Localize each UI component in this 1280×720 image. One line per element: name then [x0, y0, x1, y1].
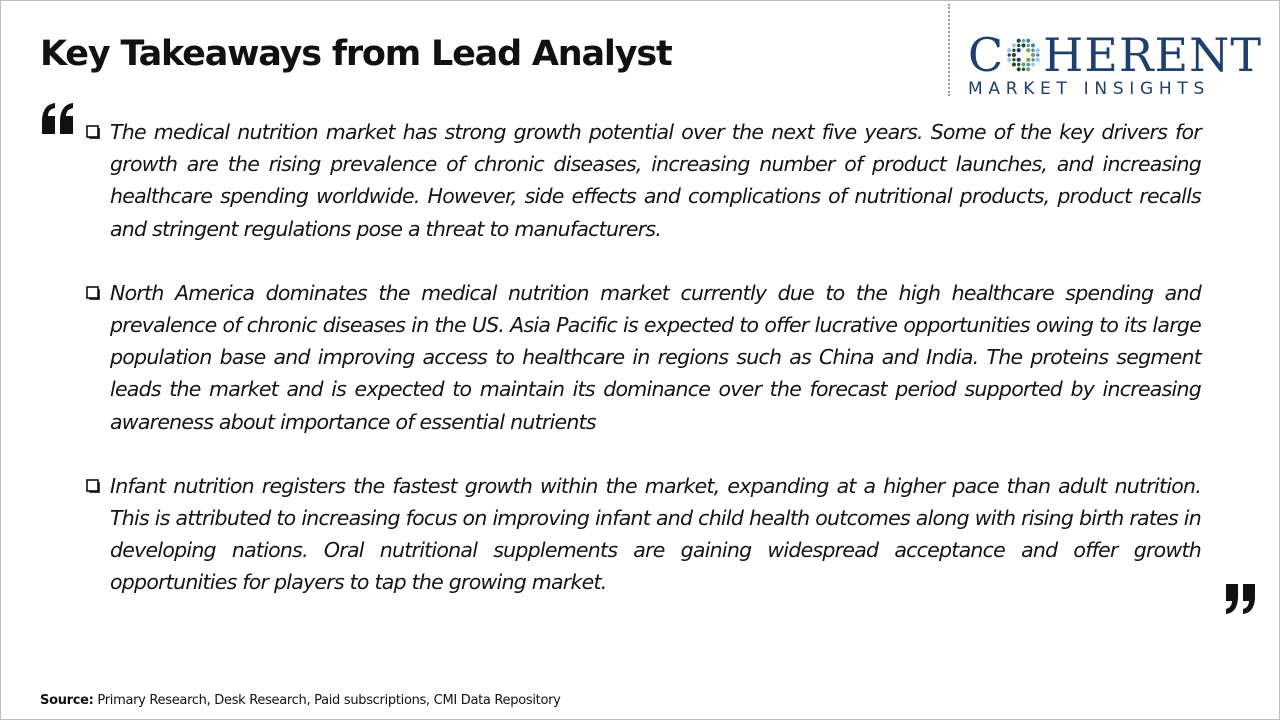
takeaway-text: The medical nutrition market has strong growth potential over the next five years. Some of the key drivers for growth are the rising prevalence of chronic diseases, increasing number of product launches, and increasing healthcare spending worldwide. However, side effects and complications of nutritional products, product recalls and stringent regulations pose a threat to manufacturers.: [110, 120, 1201, 241]
takeaways-list: [86, 116, 1201, 631]
checkbox-bullet-icon: [86, 286, 100, 300]
takeaway-item: [86, 277, 1201, 438]
source-text: Primary Research, Desk Research, Paid subscriptions, CMI Data Repository: [93, 693, 561, 708]
quote-close-icon: [1224, 583, 1258, 615]
logo-wordmark: [968, 30, 1262, 80]
takeaway-item: [86, 116, 1201, 245]
company-logo: [968, 30, 1262, 100]
checkbox-bullet-icon: [86, 125, 100, 139]
logo-word-right: HERENT: [1043, 28, 1262, 82]
logo-divider: [948, 4, 950, 96]
page-title: Key Takeaways from Lead Analyst: [40, 34, 672, 74]
takeaway-text: Infant nutrition registers the fastest growth within the market, expanding at a higher pace than adult nutrition. This is attributed to increasing focus on improving infant and child health outcomes along with rising birth rates in developing nations. Oral nutritional supplements are gaining widespread acceptance and offer growth opportunities for players to tap the growing market.: [110, 473, 1201, 595]
source-note: [40, 693, 561, 708]
logo-dots-icon: [1006, 33, 1041, 77]
quote-open-icon: [40, 102, 76, 136]
logo-word-left: C: [968, 28, 1005, 82]
checkbox-bullet-icon: [86, 479, 100, 493]
takeaway-item: [86, 470, 1201, 599]
source-label: Source:: [40, 693, 94, 708]
takeaway-text: North America dominates the medical nutrition market currently due to the high healthcare spending and prevalence of chronic diseases in the US. Asia Pacific is expected to offer lucrative opportunities owing to its large population base and improving access to healthcare in regions such as China and India. The proteins segment leads the market and is expected to maintain its dominance over the forecast period supported by increasing awareness about importance of essential nutrients: [110, 280, 1201, 434]
logo-subtitle: MARKET INSIGHTS: [968, 79, 1210, 99]
